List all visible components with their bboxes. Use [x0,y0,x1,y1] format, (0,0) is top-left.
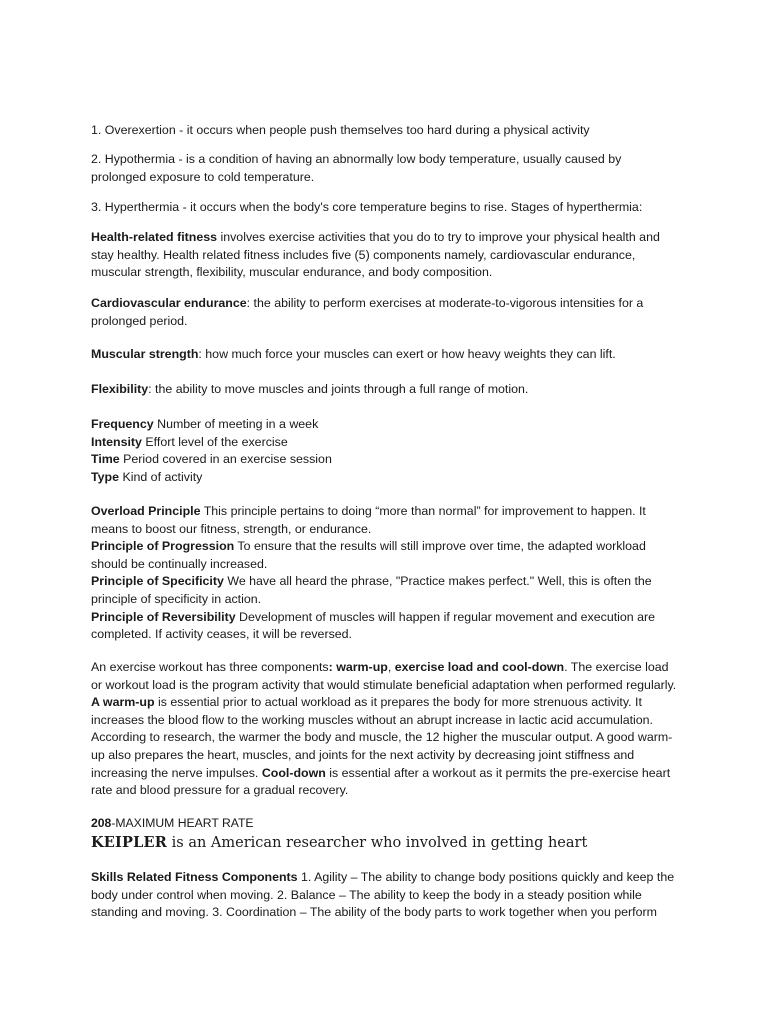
fitt-text: Number of meeting in a week [153,417,319,431]
workout-text: , [387,660,395,674]
muscular-strength-text: : how much force your muscles can exert or how heavy weights they can lift. [198,347,616,361]
flexibility-text: : the ability to move muscles and joints through a full range of motion. [148,382,529,396]
max-heart-rate-line [91,815,679,833]
muscular-strength-term: Muscular strength [91,347,199,361]
keipler-line [91,834,679,852]
keipler-term: KEIPLER [91,834,168,851]
health-related-fitness-term: Health-related fitness [91,230,218,244]
skills-related-fitness-text: 1. Agility – The ability to change body positions quickly and keep the body under control when moving. 2. Balance – The ability to keep the body in a steady position while standing and moving. 3. Coordination – The ability of the body parts to work together when you perform [91,870,675,920]
max-heart-rate-number: 208 [91,816,112,830]
warm-up-term: : warm-up [328,660,388,674]
fitt-list [91,416,679,486]
hypothermia-item: 2. Hypothermia - is a condition of having an abnormally low body temperature, usually caused by prolonged exposure to cold temperature. [91,152,622,184]
principle-reversibility [91,609,679,644]
health-related-fitness-text: involves exercise activities that you do to try to improve your physical health and stay healthy. Health related fitness includes five (5) components namely, cardiovascular endurance, muscular strength, flexibility, muscular endurance, and body composition. [91,230,660,280]
cardiovascular-endurance-text: : the ability to perform exercises at moderate-to-vigorous intensities for a prolonged period. [91,296,644,328]
keipler-text: is an American researcher who involved in getting heart [167,835,588,851]
fitt-item-intensity [91,434,679,452]
fitt-term: Intensity [91,434,142,449]
workout-text: An exercise workout has three components [91,660,329,674]
cool-down-term: Cool-down [261,765,326,780]
principle-overload [91,503,679,538]
fitt-term: Time [91,452,120,467]
workout-text: is essential prior to actual workload as it prepares the body for more strenuous activity. It increases the blood flow to the working muscles without an abrupt increase in lactic acid accumulation. According to research, the warmer the body and muscle, the 12 higher the muscular output. A good warm-up also prepares the heart, muscles, and joints for the next activity by decreasing joint stiffness and increasing the nerve impulses. [91,695,673,780]
health-related-fitness-paragraph [91,229,679,282]
cardiovascular-endurance-paragraph [91,295,679,330]
max-heart-rate-label: -MAXIMUM HEART RATE [111,816,254,830]
warm-up-definition-term: A warm-up [91,695,155,710]
workout-text: is essential after a workout as it permits the pre-exercise heart rate and blood pressure for a gradual recovery. [91,765,671,798]
cardiovascular-endurance-term: Cardiovascular endurance [91,296,247,310]
hyperthermia-item: 3. Hyperthermia - it occurs when the body's core temperature begins to rise. Stages of hyperthermia: [91,200,643,214]
muscular-strength-paragraph [91,346,679,364]
fitt-item-time [91,451,679,469]
principle-text: We have all heard the phrase, "Practice makes perfect." Well, this is often the principle of specificity in action. [91,574,652,606]
principle-term: Principle of Specificity [91,574,224,589]
principle-text: Development of muscles will happen if regular movement and execution are completed. If activity ceases, it will be reversed. [91,609,656,642]
fitt-term: Type [91,469,119,484]
overexertion-item: 1. Overexertion - it occurs when people push themselves too hard during a physical activity [91,123,590,137]
flexibility-paragraph [91,381,679,399]
flexibility-term: Flexibility [91,382,149,396]
fitt-text: Kind of activity [119,469,203,484]
workout-text: . The exercise load or workout load is the program activity that would stimulate beneficial adaptation when performed regularly. [91,660,677,692]
exercise-load-term: exercise load and cool-down [394,660,565,674]
principle-term: Principle of Reversibility [91,609,236,624]
fitt-item-type [91,469,679,487]
principle-specificity [91,573,679,608]
principle-progression [91,538,679,573]
principle-term: Principle of Progression [91,539,235,554]
skills-related-fitness-term: Skills Related Fitness Components [91,870,298,884]
skills-related-fitness-paragraph [91,869,679,922]
fitt-term: Frequency [91,417,154,431]
workout-components-paragraph [91,659,679,800]
principle-text: This principle pertains to doing “more than normal” for improvement to happen. It means to boost our fitness, strength, or endurance. [91,504,646,536]
principle-term: Overload Principle [91,504,201,518]
principle-text: To ensure that the results will still improve over time, the adapted workload should be continually increased. [91,539,646,571]
fitt-text: Period covered in an exercise session [119,452,332,467]
fitt-item-frequency [91,416,679,434]
principles-list [91,503,679,644]
fitt-text: Effort level of the exercise [141,434,288,449]
